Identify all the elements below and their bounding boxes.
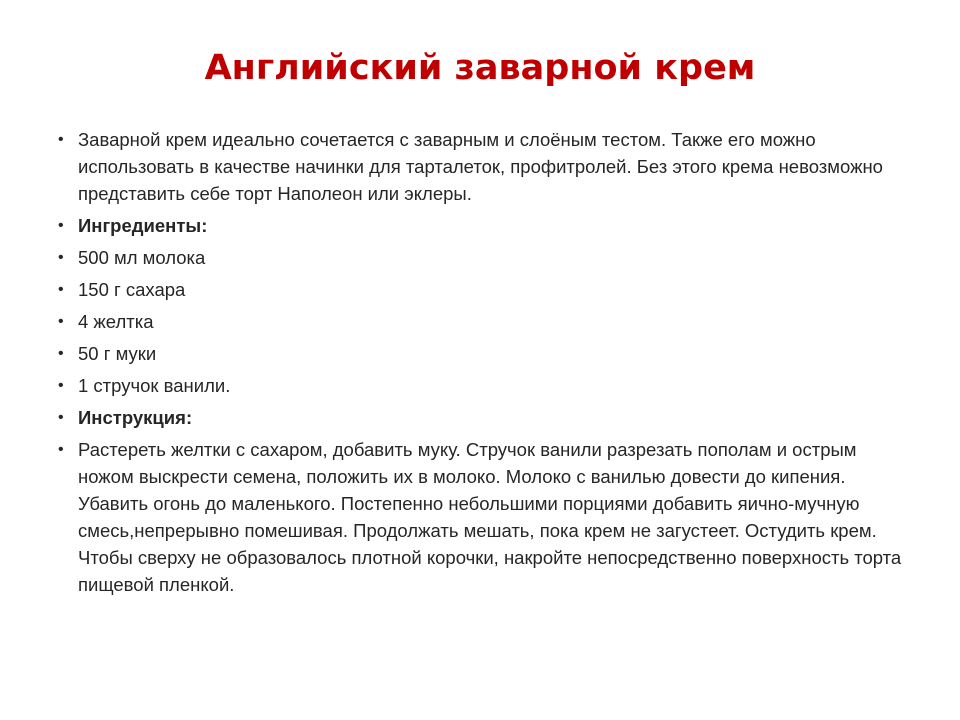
bullet-list [56,126,906,603]
bullet-dot-icon: • [58,131,64,148]
bullet-instructions-heading [56,404,906,431]
bullet-dot-icon: • [58,281,64,298]
bullet-dot-icon: • [58,217,64,234]
bullet-intro [56,126,906,207]
bullet-ingredient-yolks [56,308,906,335]
bullet-text: Заварной крем идеально сочетается с заварным и слоёным тестом. Также его можно использовать в качестве начинки для тарталеток, профитролей. Без этого крема невозможно представить себе торт Наполеон или эклеры. [78,129,883,204]
bullet-ingredient-vanilla [56,372,906,399]
bullet-text: 50 г муки [78,343,157,364]
bullet-text: Растереть желтки с сахаром, добавить муку. Стручок ванили разрезать пополам и острым ножом выскрести семена, положить их в молоко. Молоко с ванилью довести до кипения. Убавить огонь до маленького. Постепенно небольшими порциями добавить яично-мучную смесь,непрерывно помешивая. Продолжать мешать, пока крем не загустеет. Остудить крем. Чтобы сверху не образовалось плотной корочки, накройте непосредственно поверхность торта пищевой пленкой. [78,439,902,595]
bullet-text: 150 г сахара [78,279,186,300]
bullet-ingredient-milk [56,244,906,271]
bullet-text: 500 мл молока [78,247,206,268]
bullet-ingredient-flour [56,340,906,367]
bullet-instructions [56,436,906,598]
bullet-ingredients-heading [56,212,906,239]
bullet-dot-icon: • [58,313,64,330]
bullet-ingredient-sugar [56,276,906,303]
bullet-text: 1 стручок ванили. [78,375,231,396]
bullet-dot-icon: • [58,249,64,266]
bullet-dot-icon: • [58,377,64,394]
bullet-dot-icon: • [58,441,64,458]
bullet-dot-icon: • [58,345,64,362]
bullet-text: Ингредиенты: [78,215,208,236]
bullet-text: 4 желтка [78,311,154,332]
bullet-dot-icon: • [58,409,64,426]
bullet-text: Инструкция: [78,407,193,428]
slide-title: Английский заварной крем [204,48,756,88]
